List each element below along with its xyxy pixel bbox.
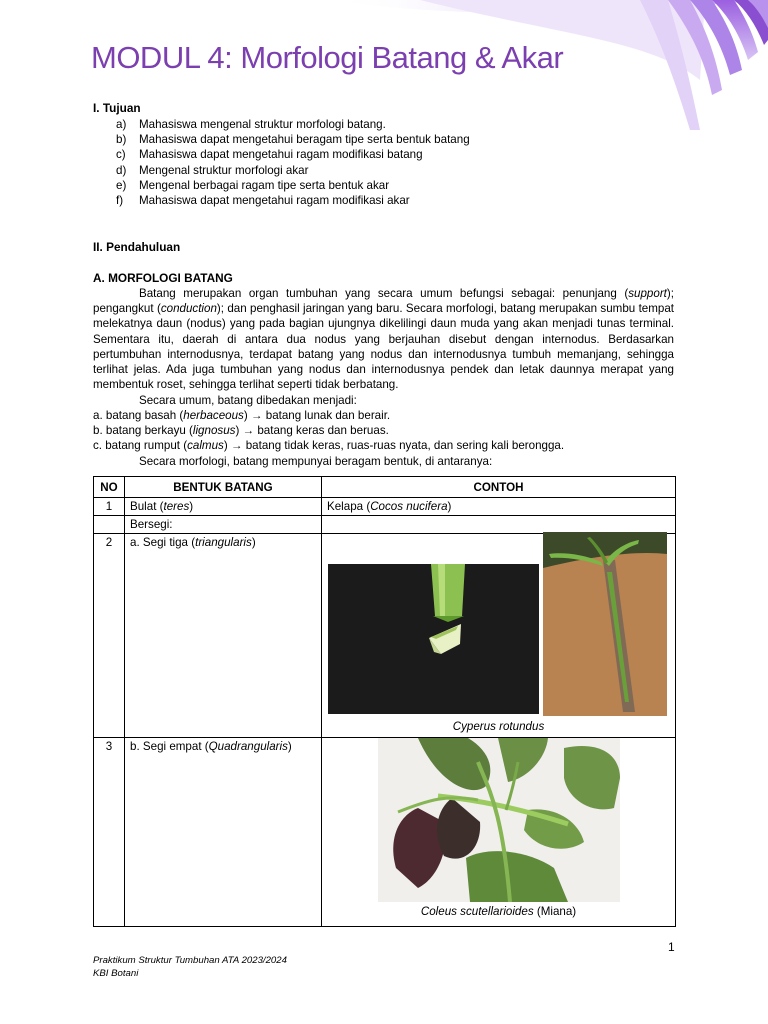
- contoh-cell: [322, 738, 676, 927]
- page-number: 1: [668, 940, 675, 954]
- list-item: a) Mahasiswa mengenal struktur morfologi batang.: [116, 118, 386, 131]
- list-item: b) Mahasiswa dapat mengetahui beragam tipe serta bentuk batang: [116, 133, 470, 147]
- cyperus-plant-photo: [543, 532, 667, 716]
- section-heading-pendahuluan: II. Pendahuluan: [93, 240, 181, 254]
- bentuk-cell: b. Segi empat (Quadrangularis): [125, 738, 322, 927]
- batang-type-item: c. batang rumput (calmus) → batang tidak keras, ruas-ruas nyata, dan sering kali berongga.: [93, 439, 565, 452]
- paragraph-batang-intro: Batang merupakan organ tumbuhan yang secara umum befungsi sebagai: penunjang (support); pengangkut (conduction); dan penghasil jaringan yang baru. Secara morfologi, batang merupakan sumbu tempat melekatnya daun (nodus) yang pada bagian ujungnya dikelilingi daun muda yang akan menjadi tunas terminal. Sementara itu, daerah di antara dua nodus yang berjauhan disebut dengan internodus. Berdasarkan pertumbuhan internodusnya, terdapat batang yang nodus dan internodusnya tumbuh memanjang, sehingga terlihat jelas. Ada juga tumbuhan yang nodus dan internodusnya pendek dan letak daunnya merapat yang membentuk roset, sehingga terlihat seperti tidak berbatang.: [93, 287, 675, 392]
- table-row: [94, 738, 676, 927]
- row-number: 3: [94, 738, 125, 927]
- table-row: [94, 516, 676, 534]
- row-number: 2: [94, 534, 125, 738]
- column-header-no: NO: [94, 477, 125, 498]
- page-footer: Praktikum Struktur Tumbuhan ATA 2023/2024 KBI Botani: [93, 955, 287, 979]
- bentuk-batang-table: [93, 476, 676, 927]
- list-item: e) Mengenal berbagai ragam tipe serta bentuk akar: [116, 178, 390, 192]
- cyperus-cross-section-photo: [328, 564, 539, 714]
- table-row: [94, 534, 676, 738]
- tujuan-list: [116, 117, 676, 208]
- paragraph-bentuk-intro: Secara morfologi, batang mempunyai beragam bentuk, di antaranya:: [139, 455, 493, 468]
- section-heading-tujuan: I. Tujuan: [93, 101, 141, 115]
- page-title: MODUL 4: Morfologi Batang & Akar: [91, 40, 564, 75]
- bentuk-cell: a. Segi tiga (triangularis): [125, 534, 322, 738]
- batang-type-item: a. batang basah (herbaceous) → batang lunak dan berair.: [93, 409, 391, 422]
- list-item: c) Mahasiswa dapat mengetahui ragam modifikasi batang: [116, 148, 423, 162]
- cyperus-caption: Cyperus rotundus: [452, 720, 545, 733]
- table-header-row: [94, 477, 676, 498]
- bersegi-label: Bersegi:: [125, 516, 322, 534]
- contoh-cell: Kelapa (Cocos nucifera): [322, 498, 676, 516]
- list-item: d) Mengenal struktur morfologi akar: [116, 163, 309, 177]
- contoh-cell: [322, 534, 676, 738]
- table-row: [94, 498, 676, 516]
- paragraph-batang-types-intro: Secara umum, batang dibedakan menjadi:: [139, 394, 357, 407]
- list-item: f) Mahasiswa dapat mengetahui ragam modifikasi akar: [116, 193, 410, 207]
- subsection-heading-morfologi-batang: A. MORFOLOGI BATANG: [93, 271, 233, 285]
- batang-type-item: b. batang berkayu (lignosus) → batang keras dan beruas.: [93, 424, 389, 437]
- coleus-caption: Coleus scutellarioides (Miana): [420, 905, 577, 918]
- coleus-plant-photo: [378, 738, 620, 902]
- row-number: 1: [94, 498, 125, 516]
- bentuk-cell: Bulat (teres): [125, 498, 322, 516]
- column-header-bentuk: BENTUK BATANG: [125, 477, 322, 498]
- column-header-contoh: CONTOH: [322, 477, 676, 498]
